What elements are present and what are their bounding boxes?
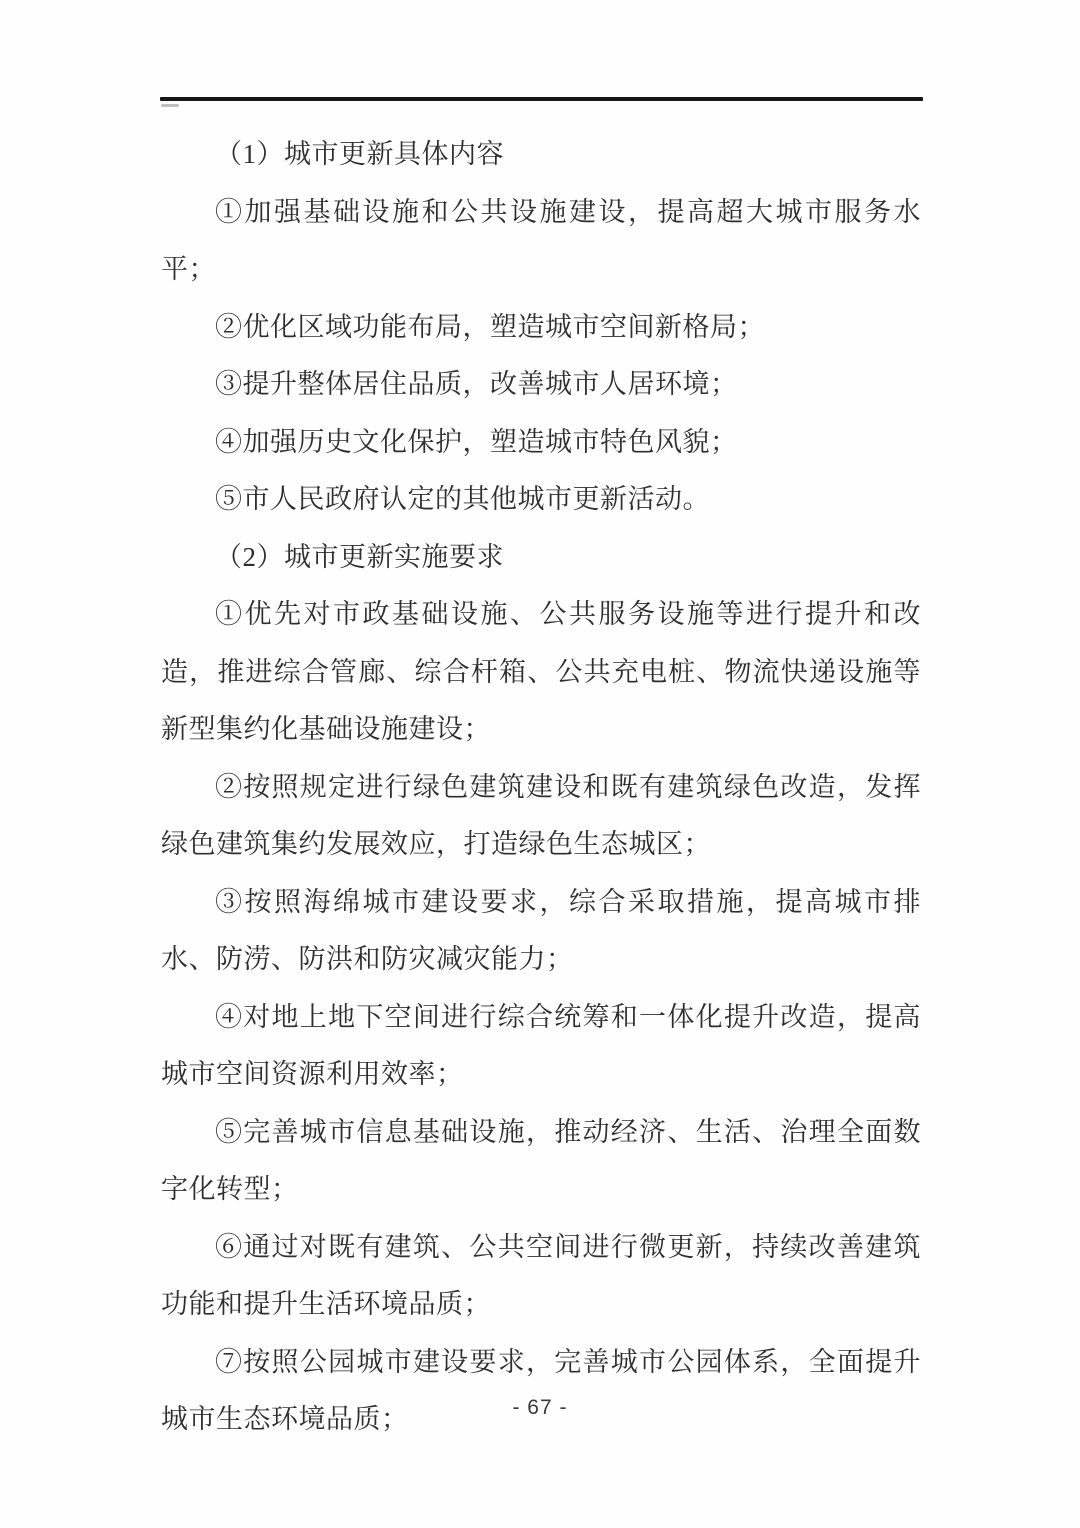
paragraph: ②按照规定进行绿色建筑建设和既有建筑绿色改造，发挥绿色建筑集约发展效应，打造绿色生态城区； [161,771,921,859]
scan-artifact-mark [161,104,179,107]
paragraph: ④对地上地下空间进行综合统筹和一体化提升改造，提高城市空间资源利用效率； [161,1001,921,1089]
paragraph: ⑤市人民政府认定的其他城市更新活动。 [215,484,710,514]
paragraph: （1）城市更新具体内容 [215,139,504,169]
paragraph: ④加强历史文化保护，塑造城市特色风貌； [215,426,738,457]
paragraph: ⑥通过对既有建筑、公共空间进行微更新，持续改善建筑功能和提升生活环境品质； [161,1231,921,1319]
header-rule-divider [160,97,923,101]
page-number: - 67 - [512,1396,568,1419]
paragraph: ①优先对市政基础设施、公共服务设施等进行提升和改造，推进综合管廊、综合杆箱、公共充电桩、物流快递设施等新型集约化基础设施建设； [161,599,921,744]
document-body [161,126,921,1449]
paragraph: （2）城市更新实施要求 [215,541,504,572]
paragraph: ②优化区域功能布局，塑造城市空间新格局； [215,311,765,342]
paragraph: ③按照海绵城市建设要求，综合采取措施，提高城市排水、防涝、防洪和防灾减灾能力； [161,886,921,974]
paragraph: ⑦按照公园城市建设要求，完善城市公园体系，全面提升城市生态环境品质； [161,1346,921,1434]
paragraph: ⑤完善城市信息基础设施，推动经济、生活、治理全面数字化转型； [161,1116,921,1204]
paragraph: ①加强基础设施和公共设施建设，提高超大城市服务水平； [161,196,921,284]
paragraph: ③提升整体居住品质，改善城市人居环境； [215,369,738,399]
